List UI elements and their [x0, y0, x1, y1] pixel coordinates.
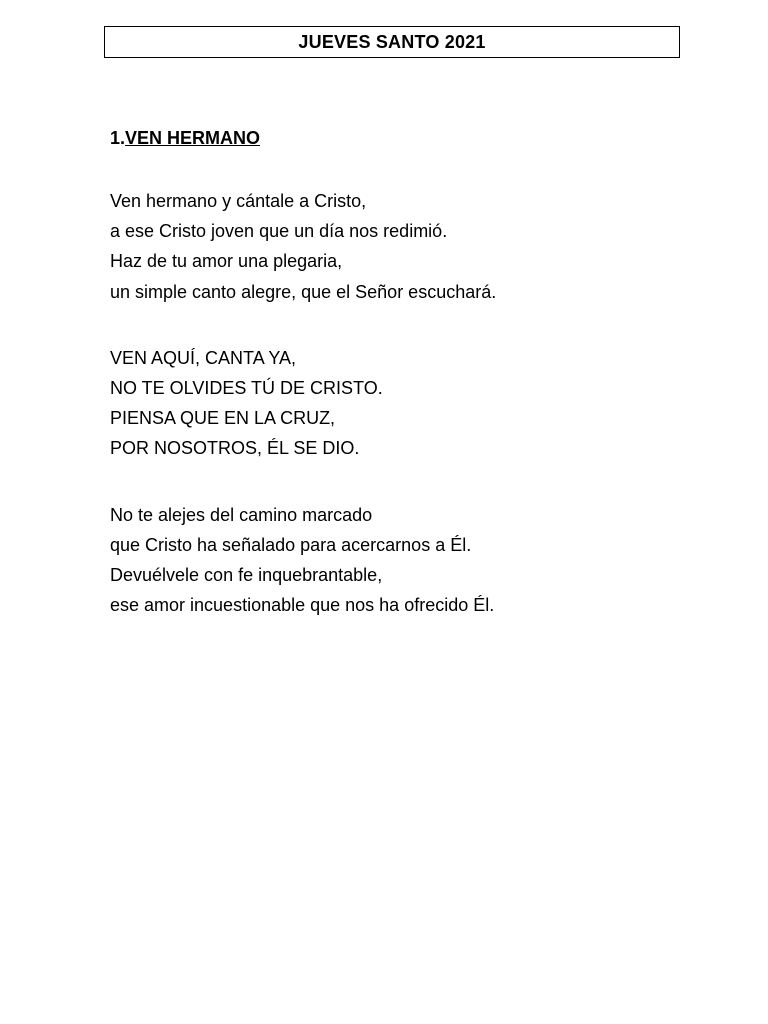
stanza-2: [110, 500, 710, 621]
document-title: JUEVES SANTO 2021: [298, 31, 486, 52]
chorus-line: PIENSA QUE EN LA CRUZ,: [110, 408, 336, 429]
chorus-line: NO TE OLVIDES TÚ DE CRISTO.: [110, 378, 383, 399]
stanza-line: un simple canto alegre, que el Señor escuchará.: [110, 281, 497, 302]
document-title-box: [104, 26, 680, 58]
chorus-line: VEN AQUÍ, CANTA YA,: [110, 347, 297, 368]
stanza-line: No te alejes del camino marcado: [110, 504, 373, 525]
song-heading: [110, 126, 710, 150]
stanza-line: ese amor incuestionable que nos ha ofrecido Él.: [110, 595, 495, 616]
stanza-line: Ven hermano y cántale a Cristo,: [110, 191, 367, 211]
stanza-line: Haz de tu amor una plegaria,: [110, 251, 343, 272]
chorus: [110, 343, 710, 464]
stanza-line: a ese Cristo joven que un día nos redimió.: [110, 221, 448, 242]
stanza-line: Devuélvele con fe inquebrantable,: [110, 565, 383, 586]
song-title: VEN HERMANO: [125, 128, 261, 148]
song-number: 1.: [110, 128, 126, 148]
song-section: [110, 126, 710, 620]
stanza-1: [110, 186, 710, 307]
chorus-line: POR NOSOTROS, ÉL SE DIO.: [110, 438, 360, 459]
stanza-line: que Cristo ha señalado para acercarnos a Él.: [110, 534, 472, 555]
